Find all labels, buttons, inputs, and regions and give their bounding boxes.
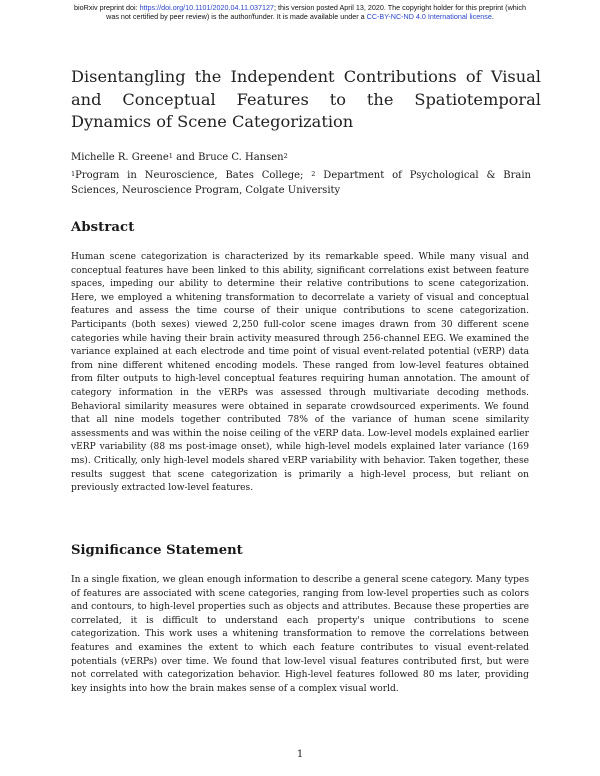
affiliation-1: Program in Neuroscience, Bates College; [75, 170, 312, 181]
license-link[interactable]: CC-BY-NC-ND 4.0 International license [366, 12, 492, 21]
header-line-1 [0, 3, 600, 12]
affiliation-2-mark: 2 [311, 170, 316, 178]
paper-title: Disentangling the Independent Contributions of Visual and Conceptual Features to the Spatiotemporal Dynamics of Scene Categorization [71, 67, 541, 131]
significance-body: In a single fixation, we glean enough information to describe a general scene category. Many types of features are associated with scene categories, ranging from low-level properties such as colors and contours, to high-level properties such as objects and attributes. Because these properties are correlated, it is difficult to understand each property's unique contributions to scene categorization. This work uses a whitening transformation to remove the correlations between features and examines the extent to which each feature contributes to visual event-related potentials (vERPs) over time. We found that low-level visual features contributed first, but were not correlated with categorization behavior. High-level features followed 80 ms later, providing key insights into how the brain makes sense of a complex visual world. [71, 575, 529, 694]
affiliations [71, 169, 531, 198]
header-copyright: ; this version posted April 13, 2020. The copyright holder for this preprint (which [273, 3, 526, 12]
header-line-2 [0, 12, 600, 21]
page-number: 1 [296, 749, 304, 760]
author-2-affiliation-mark: 2 [283, 152, 288, 160]
author-1-affiliation-mark: 1 [168, 152, 173, 160]
affiliation-1-mark: 1 [71, 170, 76, 178]
preprint-header [0, 3, 600, 21]
author-1: Michelle R. Greene [71, 152, 169, 163]
author-list [71, 151, 531, 165]
abstract-body: Human scene categorization is characterized by its remarkable speed. While many visual and conceptual features have been linked to this ability, significant correlations exist between feature spaces, impeding our ability to determine their relative contributions to scene categorization. Here, we employed a whitening transformation to decorrelate a variety of visual and conceptual features and assess the time course of their unique contributions to scene categorization. Participants (both sexes) viewed 2,250 full-color scene images drawn from 30 different scene categories while having their brain activity measured through 256-channel EEG. We examined the variance explained at each electrode and time point of visual event-related potential (vERP) data from nine different whitened encoding models. These ranged from low-level features obtained from filter outputs to high-level conceptual features requiring human annotation. The amount of category information in the vERPs was assessed through multivariate decoding methods. Behavioral similarity measures were obtained in separate crowdsourced experiments. We found that all nine models together contributed 78% of the variance of human scene similarity assessments and was within the noise ceiling of the vERP data. Low-level models explained earlier vERP variability (88 ms post-image onset), while high-level models explained later variance (169 ms). Critically, only high-level models shared vERP variability with behavior. Taken together, these results suggest that scene categorization is primarily a high-level process, but reliant on previously extracted low-level features. [71, 252, 529, 494]
author-2: Bruce C. Hansen [198, 152, 284, 163]
abstract-heading: Abstract [71, 220, 135, 235]
header-period: . [491, 12, 494, 21]
significance-heading: Significance Statement [71, 543, 243, 558]
doi-link[interactable]: https://doi.org/10.1101/2020.04.11.037127 [139, 3, 274, 12]
header-review-note: was not certified by peer review) is the author/funder. It is made available under a [106, 12, 367, 21]
affiliation-2: Department of Psychological & Brain Sciences, Neuroscience Program, Colgate University [71, 170, 531, 196]
header-prefix: bioRxiv preprint doi: [74, 3, 140, 12]
author-conjunction: and [172, 152, 199, 163]
